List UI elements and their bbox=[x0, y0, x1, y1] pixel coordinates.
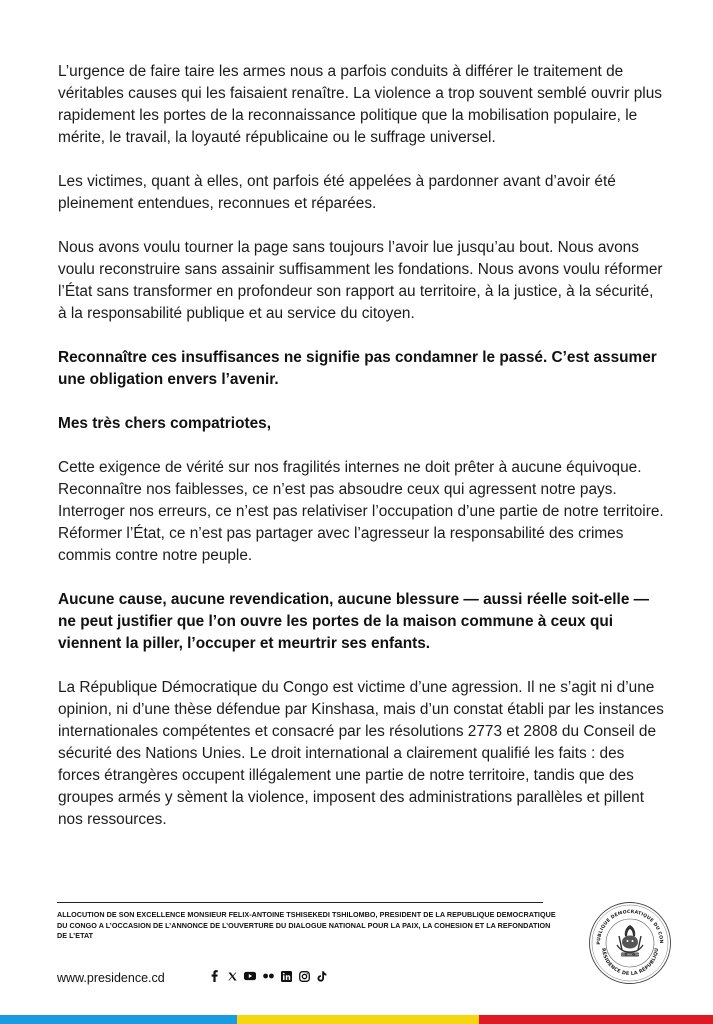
paragraph-7: Aucune cause, aucune revendication, aucune blessure — aussi réelle soit-elle — ne peut justifier que l’on ouvre les portes de la maison commune à ceux qui viennent la piller, l’occuper et meurtrir ses enfants. bbox=[58, 591, 650, 652]
youtube-icon[interactable] bbox=[244, 969, 256, 983]
tiktok-icon[interactable] bbox=[316, 969, 328, 983]
seal-bottom-text: RÉSIDENCE DE LA RÉPUBLIQU bbox=[599, 947, 661, 978]
social-links bbox=[208, 969, 328, 983]
seal-motto: JUSTICE · PAIX · TRAVAIL bbox=[615, 953, 645, 957]
footer-divider bbox=[57, 902, 543, 903]
seal-top-text: PUBLIQUE DÉMOCRATIQUE DU CON bbox=[596, 909, 664, 945]
paragraph-8: La République Démocratique du Congo est victime d’une agression. Il ne s’agit ni d’une opinion, ni d’une thèse défendue par Kinshasa, mais d’un constat établi par les instances internationales compétentes et consacré par les résolutions 2773 et 2808 du Conseil de sécurité des Nations Unies. Le droit international a clairement qualifié les faits : des forces étrangères occupent illégalement une partie de notre territoire, tandis que des groupes armés y sèment la violence, imposent des administrations parallèles et pillent nos ressources. bbox=[58, 679, 664, 828]
flag-yellow-segment bbox=[237, 1015, 479, 1024]
website-link[interactable]: www.presidence.cd bbox=[57, 971, 165, 985]
instagram-icon[interactable] bbox=[298, 969, 310, 983]
paragraph-6: Reconnaître nos faiblesses, ce n’est pas absoudre ceux qui agressent notre pays. Interroger nos erreurs, ce n’est pas relativiser l’occupation d’une partie de notre territoire. Réformer l’État, ce n’est pas partager avec l’agresseur la responsabilité des crimes commis contre notre peuple. bbox=[58, 481, 664, 564]
salutation: Mes très chers compatriotes, bbox=[58, 415, 271, 432]
flag-red-segment bbox=[479, 1015, 713, 1024]
presidency-seal bbox=[588, 901, 672, 985]
flickr-icon[interactable] bbox=[262, 969, 274, 983]
facebook-icon[interactable] bbox=[208, 969, 220, 983]
flag-color-bar bbox=[0, 1015, 713, 1024]
footer-caption: ALLOCUTION DE SON EXCELLENCE MONSIEUR FELIX-ANTOINE TSHISEKEDI TSHILOMBO, PRESIDENT DE LA REPUBLIQUE DEMOCRATIQUE DU CONGO A L’OCCASION DE L’ANNONCE DE L’OUVERTURE DU DIALOGUE NATIONAL POUR LA PAIX, LA COHESION ET LA REFONDATION DE L’ETAT bbox=[57, 910, 556, 940]
paragraph-2: Les victimes, quant à elles, ont parfois été appelées à pardonner avant d’avoir été pleinement entendues, reconnues et réparées. bbox=[58, 173, 616, 212]
paragraph-5: Cette exigence de vérité sur nos fragilités internes ne doit prêter à aucune équivoque. bbox=[58, 459, 642, 476]
paragraph-3: Nous avons voulu tourner la page sans toujours l’avoir lue jusqu’au bout. Nous avons voulu reconstruire sans assainir suffisamment les fondations. Nous avons voulu réformer l’État sans transformer en profondeur son rapport au territoire, à la justice, à la sécurité, à la responsabilité publique et au service du citoyen. bbox=[58, 239, 663, 322]
paragraph-1: L’urgence de faire taire les armes nous a parfois conduits à différer le traitement de véritables causes qui les faisaient renaître. La violence a trop souvent semblé ouvrir plus rapidement les portes de la reconnaissance politique que la mobilisation populaire, le mérite, le travail, la loyauté républicaine ou le suffrage universel. bbox=[58, 63, 662, 146]
flag-blue-segment bbox=[0, 1015, 237, 1024]
linkedin-icon[interactable] bbox=[280, 969, 292, 983]
x-icon[interactable] bbox=[226, 969, 238, 983]
speech-body bbox=[58, 61, 664, 853]
paragraph-4: Reconnaître ces insuffisances ne signifie pas condamner le passé. C’est assumer une obligation envers l’avenir. bbox=[58, 349, 657, 388]
